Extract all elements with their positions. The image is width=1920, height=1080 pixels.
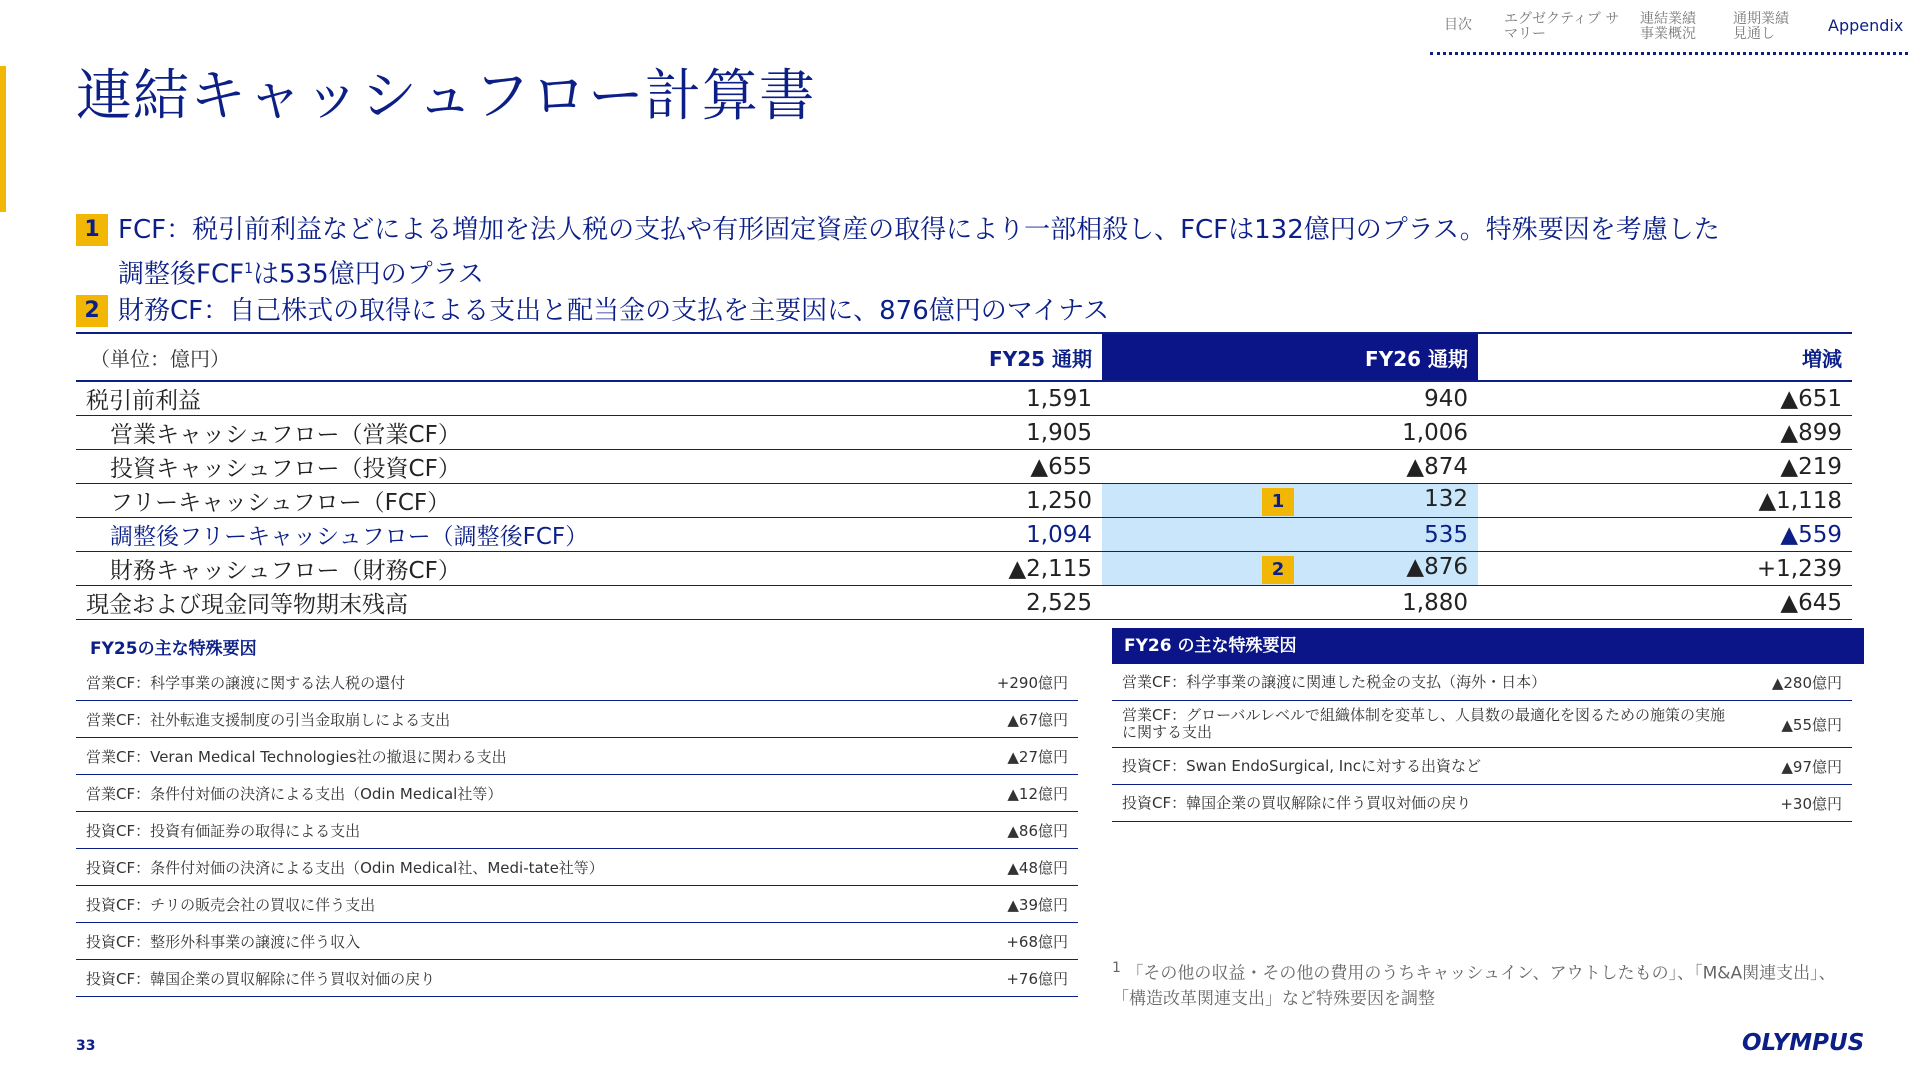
- table-row: [76, 518, 1852, 552]
- col-fy25: FY25 通期: [726, 333, 1102, 381]
- table-row: [76, 552, 1852, 586]
- row-label: 営業キャッシュフロー（営業CF）: [76, 416, 726, 450]
- diff-value: ▲559: [1478, 518, 1852, 552]
- fy26-cell: [1102, 450, 1478, 484]
- table-row: [76, 450, 1852, 484]
- fy26-cell: [1102, 552, 1478, 586]
- special-item-row: [1112, 748, 1852, 785]
- special-item-desc: 投資CF：Swan EndoSurgical, Incに対する出資など: [1112, 748, 1742, 785]
- fy26-value: 1,880: [1402, 589, 1468, 616]
- special-item-row: [1112, 664, 1852, 701]
- col-diff: 増減: [1478, 333, 1852, 381]
- nav-contents[interactable]: 目次: [1444, 17, 1472, 33]
- bullet-text: FCF：税引前利益などによる増加を法人税の支払や有形固定資産の取得により一部相殺し、FCFは132億円のプラス。特殊要因を考慮した: [118, 215, 1720, 245]
- special-item-desc: 営業CF：科学事業の譲渡に関連した税金の支払（海外・日本）: [1112, 664, 1742, 701]
- callout-badge: 2: [1262, 556, 1294, 584]
- table-row: [76, 381, 1852, 416]
- fy25-value: 1,250: [726, 484, 1102, 518]
- special-item-amount: ▲97億円: [1742, 748, 1852, 785]
- callout-badge: 1: [1262, 488, 1294, 516]
- special-item-row: [76, 960, 1078, 997]
- col-fy26: FY26 通期: [1102, 333, 1478, 381]
- special-item-amount: ▲12億円: [938, 775, 1078, 812]
- special-item-amount: ▲27億円: [938, 738, 1078, 775]
- special-item-desc: 営業CF：科学事業の譲渡に関する法人税の還付: [76, 664, 938, 701]
- unit-label: （単位：億円）: [76, 333, 726, 381]
- special-item-amount: +30億円: [1742, 785, 1852, 822]
- special-item-row: [1112, 785, 1852, 822]
- fy26-cell: [1102, 381, 1478, 416]
- bullet-2: [76, 292, 1109, 331]
- fy25-value: ▲655: [726, 450, 1102, 484]
- special-item-desc: 投資CF：韓国企業の買収解除に伴う買収対価の戻り: [76, 960, 938, 997]
- table-row: [76, 416, 1852, 450]
- fy26-cell: [1102, 416, 1478, 450]
- fy25-value: ▲2,115: [726, 552, 1102, 586]
- special-item-row: [76, 775, 1078, 812]
- footnote-text: 「その他の収益・その他の費用のうちキャッシュイン、アウトしたもの」、「M&A関連支出」、「構造改革関連支出」など特殊要因を調整: [1112, 963, 1836, 1009]
- row-label: 投資キャッシュフロー（投資CF）: [76, 450, 726, 484]
- diff-value: ▲651: [1478, 381, 1852, 416]
- special-item-row: [76, 812, 1078, 849]
- fy26-special-title: FY26 の主な特殊要因: [1112, 628, 1864, 664]
- fy26-value: 940: [1424, 385, 1468, 412]
- special-item-amount: +76億円: [938, 960, 1078, 997]
- footnote: [1112, 956, 1852, 1012]
- fy25-value: 1,094: [726, 518, 1102, 552]
- special-item-row: [76, 923, 1078, 960]
- special-item-desc: 営業CF：Veran Medical Technologies社の撤退に関わる支出: [76, 738, 938, 775]
- special-item-amount: ▲86億円: [938, 812, 1078, 849]
- row-label: 調整後フリーキャッシュフロー（調整後FCF）: [76, 518, 726, 552]
- page-number: 33: [76, 1038, 96, 1054]
- special-item-desc: 営業CF：条件付対価の決済による支出（Odin Medical社等）: [76, 775, 938, 812]
- special-item-desc: 営業CF：グローバルレベルで組織体制を変革し、人員数の最適化を図るための施策の実施に関する支出: [1112, 701, 1742, 748]
- bullet-number: 2: [76, 295, 108, 327]
- special-item-desc: 投資CF：整形外科事業の譲渡に伴う収入: [76, 923, 938, 960]
- fy26-value: ▲874: [1406, 453, 1468, 480]
- nav-full-year-outlook[interactable]: 通期業績 見通し: [1733, 11, 1789, 42]
- fy26-cell: [1102, 518, 1478, 552]
- fy25-special-title: FY25の主な特殊要因: [90, 639, 257, 659]
- special-item-row: [1112, 701, 1852, 748]
- row-label: 財務キャッシュフロー（財務CF）: [76, 552, 726, 586]
- row-label: 税引前利益: [76, 381, 726, 416]
- diff-value: ▲1,118: [1478, 484, 1852, 518]
- olympus-logo: OLYMPUS: [1742, 1030, 1865, 1056]
- table-header: [76, 333, 1852, 381]
- row-label: フリーキャッシュフロー（FCF）: [76, 484, 726, 518]
- special-item-desc: 投資CF：投資有価証券の取得による支出: [76, 812, 938, 849]
- special-item-amount: ▲48億円: [938, 849, 1078, 886]
- bullet-1: [76, 211, 1720, 295]
- diff-value: ▲899: [1478, 416, 1852, 450]
- special-item-amount: +68億円: [938, 923, 1078, 960]
- special-item-amount: ▲39億円: [938, 886, 1078, 923]
- special-item-row: [76, 738, 1078, 775]
- nav-appendix[interactable]: Appendix: [1828, 16, 1904, 35]
- special-item-desc: 営業CF：社外転進支援制度の引当金取崩しによる支出: [76, 701, 938, 738]
- diff-value: +1,239: [1478, 552, 1852, 586]
- fy26-value: 132: [1424, 485, 1468, 512]
- special-item-desc: 投資CF：条件付対価の決済による支出（Odin Medical社、Medi-tate社等）: [76, 849, 938, 886]
- row-label: 現金および現金同等物期末残高: [76, 586, 726, 620]
- fy25-value: 1,905: [726, 416, 1102, 450]
- fy25-special-table: [76, 664, 1078, 997]
- special-item-desc: 投資CF：韓国企業の買収解除に伴う買収対価の戻り: [1112, 785, 1742, 822]
- fy26-value: 1,006: [1402, 419, 1468, 446]
- special-item-amount: ▲55億円: [1742, 701, 1852, 748]
- table-row: [76, 586, 1852, 620]
- special-item-row: [76, 886, 1078, 923]
- diff-value: ▲219: [1478, 450, 1852, 484]
- fy26-cell: [1102, 586, 1478, 620]
- special-item-amount: ▲280億円: [1742, 664, 1852, 701]
- bullet-text: 財務CF：自己株式の取得による支出と配当金の支払を主要因に、876億円のマイナス: [118, 296, 1110, 326]
- cashflow-table: [76, 332, 1852, 620]
- fy26-value: ▲876: [1406, 553, 1468, 580]
- fy26-cell: [1102, 484, 1478, 518]
- bullet-text-cont2: は535億円のプラス: [253, 259, 484, 290]
- diff-value: ▲645: [1478, 586, 1852, 620]
- special-item-row: [76, 664, 1078, 701]
- bullet-number: 1: [76, 214, 108, 246]
- fy26-special-table: [1112, 664, 1852, 822]
- fy25-value: 1,591: [726, 381, 1102, 416]
- special-item-amount: ▲67億円: [938, 701, 1078, 738]
- special-item-row: [76, 701, 1078, 738]
- footnote-mark: 1: [1112, 960, 1121, 976]
- nav-executive-summary[interactable]: エグゼクティブ サマリー: [1504, 11, 1620, 42]
- top-navigation: [1430, 10, 1908, 55]
- bullet-text-cont: 調整後FCF: [118, 259, 245, 290]
- special-item-row: [76, 849, 1078, 886]
- special-item-amount: +290億円: [938, 664, 1078, 701]
- special-item-desc: 投資CF：チリの販売会社の買収に伴う支出: [76, 886, 938, 923]
- fy25-value: 2,525: [726, 586, 1102, 620]
- footnote-ref: 1: [244, 261, 253, 277]
- page-title: 連結キャッシュフロー計算書: [76, 64, 816, 129]
- fy26-value: 535: [1424, 521, 1468, 548]
- accent-bar: [0, 66, 6, 212]
- nav-consolidated-results[interactable]: 連結業績 事業概況: [1640, 11, 1696, 42]
- table-row: [76, 484, 1852, 518]
